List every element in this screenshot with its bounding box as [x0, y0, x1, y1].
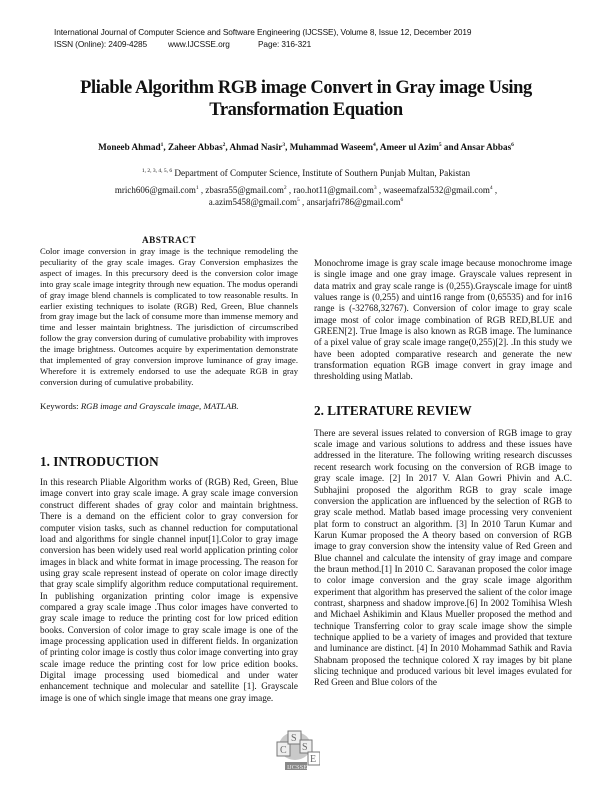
author-name: Muhammad Waseem: [289, 142, 373, 152]
author-sup: 5: [438, 142, 442, 148]
email-link[interactable]: waseemafzal532@gmail.com: [383, 185, 490, 195]
email-sup: 4: [489, 185, 493, 191]
introduction-text: In this research Pliable Algorithm works of (RGB) Red, Green, Blue image convert into gray scale image. A gray scale image conversion construct different shades of gray color and maintain brightness. There is a demand on the efficient color to gray conversion for computer vision tasks, such as channel reduction for computational load and algorithms for single channel input[1].Color to gray image conversion has been widely used real world application printing color images in black and white format in image processing. The reason for using gray scale represent instead of operate on color image directly that gray scale simplify algorithm reduce computational requirement. In publishing organization printing color image is expensive compared a gray scale image .Thus color images have converted to gray scale image to reduce the printing cost for low priced edition books. Conversion of color image to gray scale image is one of the image processing application used in different fields. In organization of printing color image is costly thus color image converting into gray scale image reduce the printing cost for low price edition books. Digital image processing used biomedical and under water enhancement technique and molecular and satellite [1]. Grayscale image is one of which single image that means one gray image.: [40, 477, 298, 703]
literature-review-text: There are several issues related to conversion of RGB image to gray scale image and various solutions to address and these issues have addressed in the literature. The following writing research discusses recent research work focusing on the conversion of RGB image to gray scale image. [2] In 2017 V. Alan Gowri Phivin and A.C. Subhajini proposed the algorithm RGB to gray scale image conversion the application are influenced by the selection of RGB to gray scale method. Matlab based image processing very convenient plat form to construct an algorithm. [3] In 2010 Tarun Kumar and Karun Kumar proposed the A theory based on conversion of RGB image to gray conversion show the intensity value of Red Green and Blue channel and calculate the intensity of gray image and compare the braun method.[1] In 2010 C. Saravanan proposed the color image to color image conversion and the gray scale image algorithm experiment that algorithm has preserved the salient of the color image contrast, sharpness and shadow improve.[6] In 2002 Tomihisa Wlesh and Michael Ashikimin and Klaus Mueller proposed the method and technique Transferring color to gray scale image show the simple technique applied to be a variety of images and provided that texture and luminance are distinct. [4] In 2010 Mohammad Sathik and Ravia Shabnam proposed the technique colored X ray images by bit plane slicing technique and produced various bit level images evulated for Red Green and Blue colors of the: [314, 427, 572, 688]
abstract-heading: ABSTRACT: [141, 235, 197, 245]
abstract-text: Color image conversion in gray image is the technique remodeling the peculiarity of the gray scale images. Gray Conversion emphasizes the aspect of images. In this precursory deed is the conversion color image into gray scale image integrity through new equation. The modus operandi of gray image blend channels is complicated to tow reasonable results. In earlier existing techniques to isolate (RGB) Red, Green, Blue channels from gray image but the lack of consume more than immense memory and time and lesser maintain brightness. The jurisdiction of circumscribed follow the gray conversion during of cumulative probability with improves the image brightness. Outcomes acquire by experimentation demonstrate that implemented of gray conversion improve luminance of gray image. Wherefore it is extremely endorsed to use the adequate RGB in gray conversion during of cumulative probability.: [40, 246, 298, 387]
journal-meta: [54, 39, 311, 49]
journal-header: International Journal of Computer Science and Software Engineering (IJCSSE), Volume 8, Issue 12, December 2019: [54, 27, 472, 37]
author-name: Ahmad Nasir: [229, 142, 283, 152]
author-sup: 4: [372, 142, 376, 148]
email-link[interactable]: mrich606@gmail.com: [114, 185, 196, 195]
author-name: Zaheer Abbas: [167, 142, 223, 152]
svg-text:S: S: [302, 742, 308, 753]
title-line-1: Pliable Algorithm RGB image Convert in Gray image Using: [80, 78, 532, 98]
keywords-text: RGB image and Grayscale image, MATLAB.: [80, 400, 239, 411]
author-name: Moneeb Ahmad: [98, 142, 161, 152]
author-name: Ameer ul Azim: [379, 142, 439, 152]
title-line-2: Transformation Equation: [209, 100, 403, 120]
email-sup: 3: [373, 185, 377, 191]
section-heading-introduction: 1. INTRODUCTION: [40, 454, 159, 470]
authors-and: and: [443, 142, 459, 152]
email-sup: 1: [195, 185, 199, 191]
svg-text:E: E: [310, 754, 317, 765]
email-link[interactable]: a.azim5458@gmail.com: [208, 196, 297, 207]
pages: Page: 316-321: [258, 39, 312, 49]
introduction-continued-text: Monochrome image is gray scale image because monochrome image is single image and one gray image. Grayscale values represent in data matrix and gray scale range is (0,255).Grayscale image for uint8 values range is (0,255) and uint16 range from (0,65535) and for in16 range is (-32768,32767). Conversion of color image to gray scale image most of color image combination of RGB RED,BLUE and GREEN[2]. True Image is also known as RGB image. The luminance of a pixel value of gray scale image range(0,255)[2]. .In this study we have been adopted comparative research and generate the new transformation equation RGB image convert in gray image and thresholding using Matlab.: [314, 258, 572, 382]
abstract: [40, 235, 298, 388]
email-sup: 2: [283, 185, 287, 191]
author-sup: 1: [160, 142, 164, 148]
svg-text:IJCSSE: IJCSSE: [287, 764, 308, 771]
affiliation-text: Department of Computer Science, Institute of Southern Punjab Multan, Pakistan: [174, 168, 471, 178]
ijcsse-logo: [275, 726, 320, 772]
right-column: [314, 258, 572, 689]
affiliation: [40, 168, 572, 178]
author-list: Moneeb Ahmad$^1$, Zaheer Abbas$^2$, Ahmad Nasir$^3$, Muhammad Waseem$^4$, Ameer ul Azim$^5$ and Ansar Abbas$^6$: [98, 142, 514, 152]
author-sup: 2: [222, 142, 226, 148]
affiliation-sup: 1, 2, 3, 4, 5, 6: [141, 168, 173, 174]
svg-text:S: S: [291, 733, 297, 744]
email-sup: 6: [400, 196, 404, 203]
email-list: mrich606@gmail.com$^1$ , zbasra55@gmail.com$^2$ , rao.hot11@gmail.com$^3$ , waseemafzal532@gmail.com$^4$ , a.azim5458@gmail.com$^5$ , ansarjafri786@gmail.com$^6$: [114, 185, 498, 207]
website: www.IJCSSE.org: [168, 39, 230, 49]
email-link[interactable]: rao.hot11@gmail.com: [293, 185, 374, 195]
author-sup: 3: [282, 142, 286, 148]
author-name: Ansar Abbas: [460, 142, 512, 152]
issn: ISSN (Online): 2409-4285: [54, 39, 148, 49]
keywords: [40, 401, 298, 412]
left-column: [40, 235, 298, 704]
keywords-label: Keywords:: [40, 400, 79, 411]
section-heading-literature-review: 2. LITERATURE REVIEW: [314, 402, 472, 418]
email-link[interactable]: zbasra55@gmail.com: [205, 185, 284, 195]
logo-letter: C: [280, 745, 287, 756]
author-sup: 6: [511, 142, 514, 148]
paper-title: [60, 77, 552, 121]
email-sup: 5: [297, 196, 300, 203]
email-link[interactable]: ansarjafri786@gmail.com: [306, 196, 401, 207]
